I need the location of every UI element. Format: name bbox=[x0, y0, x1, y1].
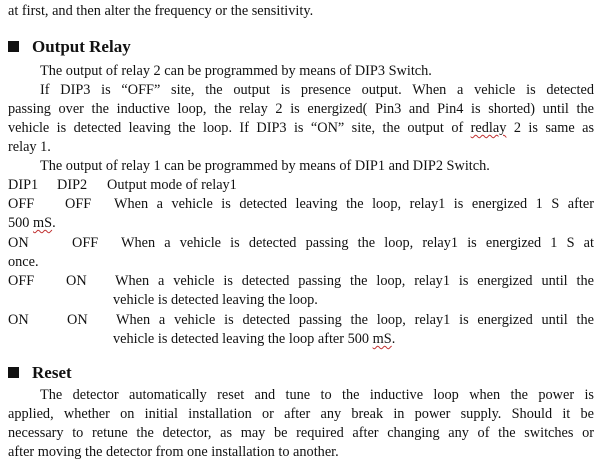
row1-dip1: OFF bbox=[8, 196, 35, 212]
row4-mode-line2 bbox=[113, 330, 395, 350]
row1-mode-line2-post: . bbox=[52, 215, 56, 231]
reset-line4: after moving the detector from one installation to another. bbox=[8, 444, 339, 460]
relay2-para-line4: relay 1. bbox=[8, 139, 51, 155]
relay2-intro: The output of relay 2 can be programmed by means of DIP3 Switch. bbox=[40, 63, 432, 79]
bullet-square-icon bbox=[8, 367, 19, 378]
relay1-intro: The output of relay 1 can be programmed by means of DIP1 and DIP2 Switch. bbox=[40, 158, 490, 174]
row3-dip1: OFF bbox=[8, 273, 35, 289]
table-header-dip1: DIP1 bbox=[8, 177, 39, 193]
row1-dip2: OFF bbox=[65, 196, 92, 212]
row4-dip2: ON bbox=[67, 312, 88, 328]
row2-dip1: ON bbox=[8, 235, 29, 251]
row3-dip2: ON bbox=[66, 273, 87, 289]
row4-mode-line1: When a vehicle is detected passing the loop, relay1 is energized until the bbox=[116, 312, 594, 328]
relay2-para-line3-post: 2 is same as bbox=[513, 120, 595, 136]
output-relay-heading bbox=[8, 37, 131, 57]
reset-line1: The detector automatically reset and tune to the inductive loop when the power is bbox=[40, 387, 594, 403]
misspelled-word: redlay bbox=[470, 120, 507, 136]
relay2-para-line1: If DIP3 is “OFF” site, the output is presence output. When a vehicle is detected bbox=[40, 82, 594, 98]
spellcheck-word: mS bbox=[372, 331, 392, 347]
output-relay-heading-text: Output Relay bbox=[32, 37, 131, 56]
row2-mode-line1: When a vehicle is detected passing the loop, relay1 is energized 1 S at bbox=[121, 235, 594, 251]
row2-dip2: OFF bbox=[72, 235, 99, 251]
row1-mode-line2 bbox=[8, 214, 56, 234]
row4-mode-line2-post: . bbox=[391, 331, 396, 347]
table-header-dip2: DIP2 bbox=[57, 177, 88, 193]
reset-line2: applied, whether on initial installation or after any break in power supply. Should it be bbox=[8, 406, 594, 422]
intro-tail-text: at first, and then alter the frequency or the sensitivity. bbox=[8, 3, 314, 19]
row1-mode-line2-pre: 500 bbox=[8, 215, 30, 231]
table-header-mode: Output mode of relay1 bbox=[107, 177, 237, 193]
row4-dip1: ON bbox=[8, 312, 29, 328]
row3-mode-line1: When a vehicle is detected passing the loop, relay1 is energized until the bbox=[115, 273, 594, 289]
bullet-square-icon bbox=[8, 41, 19, 52]
reset-heading bbox=[8, 363, 72, 383]
row4-mode-line2-pre: vehicle is detected leaving the loop after 500 bbox=[113, 331, 370, 347]
row3-mode-line2: vehicle is detected leaving the loop. bbox=[113, 292, 318, 308]
relay2-para-line2: passing over the inductive loop, the relay 2 is energized( Pin3 and Pin4 is shorted) until the bbox=[8, 101, 594, 117]
reset-line3: necessary to retune the detector, as may be required after changing any of the switches or bbox=[8, 425, 594, 441]
reset-heading-text: Reset bbox=[32, 363, 72, 382]
spellcheck-word: mS bbox=[33, 215, 53, 231]
row1-mode-line1: When a vehicle is detected leaving the loop, relay1 is energized 1 S after bbox=[114, 196, 594, 212]
relay2-para-line3-pre: vehicle is detected leaving the loop. If DIP3 is “ON” site, the output of bbox=[8, 120, 464, 136]
row2-mode-line2: once. bbox=[8, 254, 39, 270]
relay2-para-line3 bbox=[8, 119, 594, 139]
